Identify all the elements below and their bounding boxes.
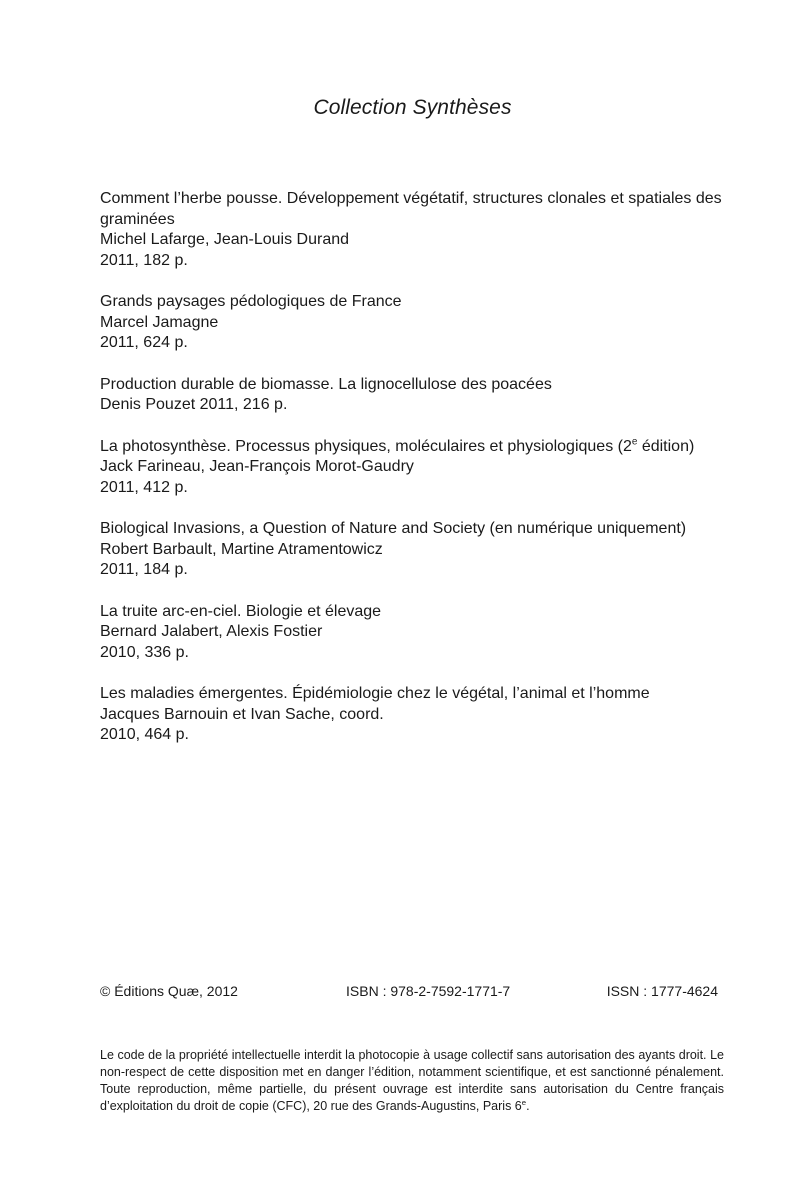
book-title: La truite arc-en-ciel. Biologie et élevage [100,602,382,620]
book-authors: Michel Lafarge, Jean-Louis Durand [100,231,350,248]
isbn-number: ISBN : 978-2-7592-1771-7 [346,983,511,999]
book-title: Production durable de biomasse. La lignocellulose des poacées [100,375,552,393]
book-authors: Marcel Jamagne [100,313,219,331]
book-entry [100,519,726,581]
book-authors: Robert Barbault, Martine Atramentowicz [100,540,383,558]
book-title: Comment l’herbe pousse. Développement végétatif, structures clonales et spatiales des graminées [100,190,722,228]
book-year-pages: 2010, 464 p. [100,726,189,743]
book-title: Grands paysages pédologiques de France [100,293,402,310]
book-entry [100,602,726,664]
book-list [100,189,726,767]
book-entry [100,684,726,746]
book-authors: Jacques Barnouin et Ivan Sache, coord. [100,705,384,723]
legal-notice-superscript: e [521,1097,527,1107]
legal-notice-end: . [526,1098,530,1113]
book-title: Biological Invasions, a Question of Nature and Society (en numérique uniquement) [100,520,687,537]
book-title-edition: édition) [637,437,695,455]
book-entry [100,437,726,499]
book-title: Les maladies émergentes. Épidémiologie chez le végétal, l’animal et l’homme [100,685,650,702]
book-year-pages: 2011, 624 p. [100,334,188,351]
publication-info [100,983,720,1003]
book-authors-year: Denis Pouzet 2011, 216 p. [100,396,288,413]
book-title [100,437,726,458]
book-year-pages: 2011, 184 p. [100,561,188,578]
book-year-pages: 2010, 336 p. [100,643,189,661]
legal-notice-text: Le code de la propriété intellectuelle interdit la photocopie à usage collectif sans autorisation des ayants droit. Le non-respect de cette disposition met en danger l’édition, notamment scientifique, et est sanctionné pénalement. Toute reproduction, même partielle, du présent ouvrage est interdite sans autorisation du Centre français d’exploitation du droit de copie (CFC), 20 rue des Grands-Augustins, Paris 6 [100,1047,724,1113]
copyright-notice: © Éditions Quæ, 2012 [100,983,238,999]
book-authors: Jack Farineau, Jean-François Morot-Gaudry [100,458,414,475]
book-year-pages: 2011, 182 p. [100,251,188,269]
book-year-pages: 2011, 412 p. [100,478,188,496]
book-title-main: La photosynthèse. Processus physiques, moléculaires et physiologiques (2 [100,437,632,455]
issn-number: ISSN : 1777-4624 [606,983,718,999]
book-authors: Bernard Jalabert, Alexis Fostier [100,623,323,640]
book-entry [100,292,726,354]
legal-notice [100,1047,724,1115]
book-entry [100,375,726,416]
book-entry [100,189,726,271]
book-title-superscript: e [631,436,638,448]
collection-title: Collection Synthèses [313,96,512,119]
